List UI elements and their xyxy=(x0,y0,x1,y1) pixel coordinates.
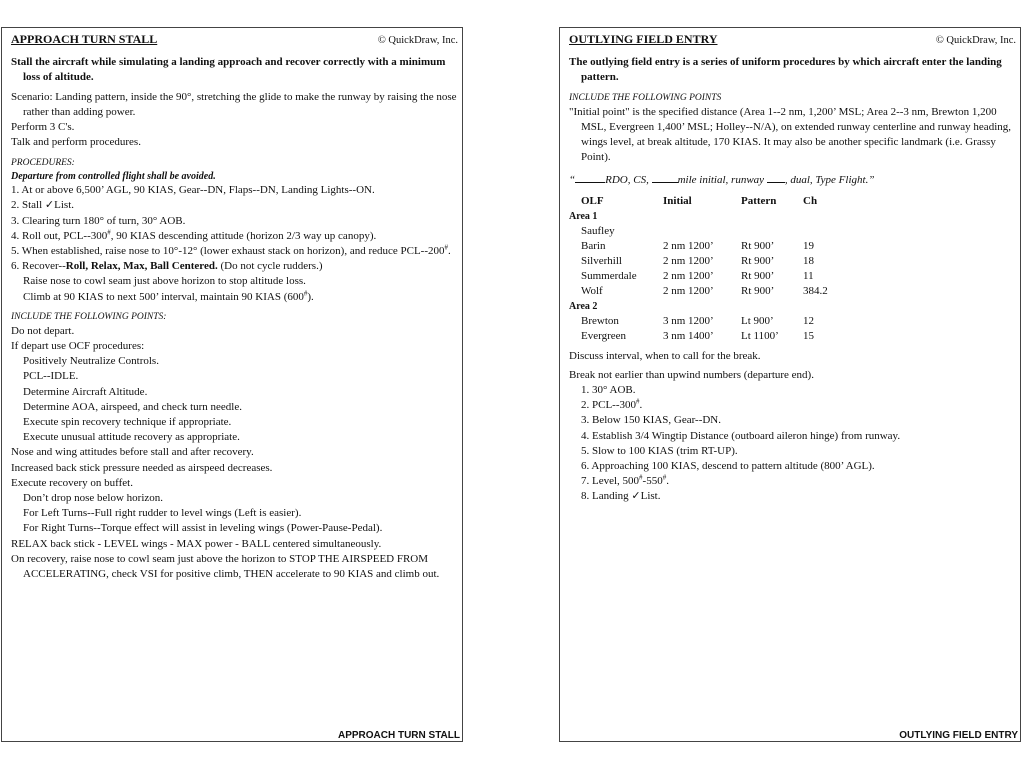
pound-sup: # xyxy=(303,288,308,297)
table-cell: Silverhill xyxy=(581,255,622,267)
step-2-text: 2. PCL--300 xyxy=(581,399,636,412)
talk-line: Talk and perform procedures. xyxy=(11,136,141,149)
objective: The outlying field entry is a series of uniform procedures by which aircraft enter the landing pattern. xyxy=(569,56,1002,84)
table-row xyxy=(569,224,853,239)
table-header-row xyxy=(569,194,853,209)
col-ch: Ch xyxy=(803,194,818,207)
table-cell: Evergreen xyxy=(581,330,626,343)
procedures-heading: PROCEDURES: xyxy=(11,157,75,168)
table-cell xyxy=(741,224,803,239)
col-olf: OLF xyxy=(581,194,604,207)
point-item: For Right Turns--Torque effect will assist in leveling wings (Power-Pause-Pedal). xyxy=(23,522,383,535)
point-item: For Left Turns--Full right rudder to level wings (Left is easier). xyxy=(23,507,302,520)
point-item: Do not depart. xyxy=(11,324,75,337)
table-cell: Saufley xyxy=(581,224,615,237)
point-item: Determine Aircraft Altitude. xyxy=(23,385,148,398)
point-item: Execute spin recovery technique if appropriate. xyxy=(23,415,232,428)
table-cell: 15 xyxy=(803,330,814,343)
pound-sup: # xyxy=(107,228,111,237)
step-4-rest: , 90 KIAS descending attitude (horizon 2/3 way up canopy). xyxy=(110,229,377,242)
procedures-warning: Departure from controlled flight shall be avoided. xyxy=(11,170,216,182)
point-item: PCL--IDLE. xyxy=(23,370,79,383)
col-pattern: Pattern xyxy=(741,194,777,207)
perform-line: Perform 3 C's. xyxy=(11,121,75,134)
break-step-1: 1. 30° AOB. xyxy=(581,383,636,396)
point-item: RELAX back stick - LEVEL wings - MAX power - BALL centered simultaneously. xyxy=(11,537,382,550)
table-cell: Rt 900’ xyxy=(741,255,775,267)
point-item: Nose and wing attitudes before stall and after recovery. xyxy=(11,446,254,459)
table-cell: 2 nm 1200’ xyxy=(663,239,714,252)
step-6-note: (Do not cycle rudders.) xyxy=(217,260,323,273)
table-cell: 18 xyxy=(803,255,814,267)
step-7-text: 7. Level, 500 xyxy=(581,475,640,488)
break-intro: Break not earlier than upwind numbers (departure end). xyxy=(569,368,814,381)
card-footer: OUTLYING FIELD ENTRY xyxy=(899,730,1018,741)
table-row xyxy=(569,254,853,269)
table-cell: 12 xyxy=(803,315,814,328)
approach-turn-stall-card xyxy=(1,27,463,742)
copyright: © QuickDraw, Inc. xyxy=(935,35,1016,46)
table-cell: Barin xyxy=(581,239,606,252)
step-7-mid: -550 xyxy=(642,475,663,488)
pound-sup: # xyxy=(636,397,640,406)
recovery-keywords: Roll, Relax, Max, Ball Centered. xyxy=(65,260,218,273)
point-item: Positively Neutralize Controls. xyxy=(23,355,159,368)
step-2-end: . xyxy=(639,399,643,412)
area-label: Area 1 xyxy=(569,210,598,222)
step-7-end: . xyxy=(666,475,669,488)
table-row xyxy=(569,269,853,284)
include-points-heading: INCLUDE THE FOLLOWING POINTS: xyxy=(11,311,167,322)
table-cell: Rt 900’ xyxy=(741,270,775,283)
blank-runway xyxy=(767,172,785,183)
table-cell xyxy=(803,224,853,239)
procedure-step-2: 2. Stall ✓List. xyxy=(11,199,74,212)
table-cell: Brewton xyxy=(581,315,619,328)
step-4-text: 4. Roll out, PCL--300 xyxy=(11,229,108,242)
procedure-step-6-detail-1: Raise nose to cowl seam just above horizon to stop altitude loss. xyxy=(23,275,306,288)
procedure-step-3: 3. Clearing turn 180° of turn, 30° AOB. xyxy=(11,214,186,227)
break-step-7 xyxy=(569,474,1016,489)
break-step-2 xyxy=(569,398,1016,413)
pound-sup: # xyxy=(444,243,449,252)
pound-sup: # xyxy=(662,473,667,482)
area-label-row xyxy=(569,299,853,314)
point-item: Increased back stick pressure needed as airspeed decreases. xyxy=(11,461,273,474)
table-cell: Rt 900’ xyxy=(741,285,775,298)
call-part-b: mile initial, runway xyxy=(677,173,767,186)
table-cell: 19 xyxy=(803,239,814,252)
discuss-line: Discuss interval, when to call for the break. xyxy=(569,349,761,362)
quote-open: “ xyxy=(569,173,576,186)
step-6-text: 6. Recover-- xyxy=(11,260,66,273)
detail-2-end: ). xyxy=(307,290,314,303)
procedure-step-5 xyxy=(11,244,458,259)
olf-table xyxy=(569,194,853,345)
point-item: Execute recovery on buffet. xyxy=(11,476,133,489)
table-cell: 2 nm 1200’ xyxy=(663,270,714,283)
step-5-text: 5. When established, raise nose to 10°-12° (lower exhaust stack on horizon), and reduce PCL--200 xyxy=(11,244,445,257)
copyright: © QuickDraw, Inc. xyxy=(377,35,458,46)
card-header xyxy=(569,32,1016,50)
table-cell: 384.2 xyxy=(803,285,828,298)
point-item: If depart use OCF procedures: xyxy=(11,339,145,352)
card-title: OUTLYING FIELD ENTRY xyxy=(569,32,718,46)
detail-2-text: Climb at 90 KIAS to next 500’ interval, maintain 90 KIAS (600 xyxy=(23,290,304,303)
card-title: APPROACH TURN STALL xyxy=(11,32,158,46)
radio-call-template xyxy=(569,172,1016,188)
table-cell: 3 nm 1400’ xyxy=(663,330,714,343)
table-row xyxy=(569,239,853,254)
card-header xyxy=(11,32,458,50)
table-cell: 2 nm 1200’ xyxy=(663,285,714,298)
blank-cs xyxy=(575,172,605,183)
outlying-field-entry-card xyxy=(559,27,1021,742)
table-cell: 11 xyxy=(803,270,814,283)
pound-sup: # xyxy=(639,473,643,482)
call-part-a: RDO, CS, xyxy=(605,173,652,186)
break-step-6: 6. Approaching 100 KIAS, descend to pattern altitude (800’ AGL). xyxy=(581,459,875,472)
table-cell: Rt 900’ xyxy=(741,239,775,252)
table-row xyxy=(569,329,853,344)
break-step-8: 8. Landing ✓List. xyxy=(581,490,661,503)
col-initial: Initial xyxy=(663,194,692,207)
step-5-rest: . xyxy=(448,244,451,257)
area-label-row xyxy=(569,209,853,224)
break-step-4: 4. Establish 3/4 Wingtip Distance (outboard aileron hinge) from runway. xyxy=(581,429,901,442)
scenario: Scenario: Landing pattern, inside the 90°, stretching the glide to make the runway by raising the nose rather than adding power. xyxy=(11,90,457,119)
initial-point-definition: "Initial point" is the specified distance (Area 1--2 nm, 1,200’ MSL; Area 2--3 nm, Brewton 1,200 MSL, Evergreen 1,400’ MSL; Holley--N/A), on extended runway centerline and runway heading, wings level, at break altitude, 170 KIAS. It may also be another specific landmark (i.e. Grassy Point). xyxy=(569,105,1011,164)
table-cell: Lt 1100’ xyxy=(741,330,779,343)
include-points-heading: INCLUDE THE FOLLOWING POINTS xyxy=(569,92,722,103)
point-item: On recovery, raise nose to cowl seam just above the horizon to STOP THE AIRSPEED FROM ACCELERATING, check VSI for positive climb, THEN accelerate to 90 KIAS and climb out. xyxy=(11,552,440,580)
table-cell: Lt 900’ xyxy=(741,315,774,328)
point-item: Don’t drop nose below horizon. xyxy=(23,491,164,504)
procedure-step-6 xyxy=(11,259,458,274)
call-part-c: , dual, Type Flight.” xyxy=(784,173,875,186)
table-cell: Summerdale xyxy=(581,270,637,283)
table-cell: Wolf xyxy=(581,285,603,298)
table-cell: 2 nm 1200’ xyxy=(663,255,714,267)
table-cell xyxy=(663,224,741,239)
table-row xyxy=(569,314,853,329)
procedure-step-1: 1. At or above 6,500’ AGL, 90 KIAS, Gear--DN, Flaps--DN, Landing Lights--ON. xyxy=(11,184,375,197)
procedure-step-4 xyxy=(11,229,458,244)
objective: Stall the aircraft while simulating a landing approach and recover correctly with a minimum loss of altitude. xyxy=(11,56,446,84)
point-item: Execute unusual attitude recovery as appropriate. xyxy=(23,431,240,444)
break-step-3: 3. Below 150 KIAS, Gear--DN. xyxy=(581,414,722,427)
table-cell: 3 nm 1200’ xyxy=(663,315,714,328)
break-step-5: 5. Slow to 100 KIAS (trim RT-UP). xyxy=(581,444,738,457)
include-points-list xyxy=(11,324,458,582)
area-label: Area 2 xyxy=(569,301,598,313)
olf-table-body xyxy=(569,209,853,345)
table-row xyxy=(569,284,853,299)
card-footer: APPROACH TURN STALL xyxy=(337,730,460,741)
blank-miles xyxy=(652,172,678,183)
procedure-step-6-detail-2 xyxy=(11,290,458,305)
point-item: Determine AOA, airspeed, and check turn needle. xyxy=(23,400,242,413)
